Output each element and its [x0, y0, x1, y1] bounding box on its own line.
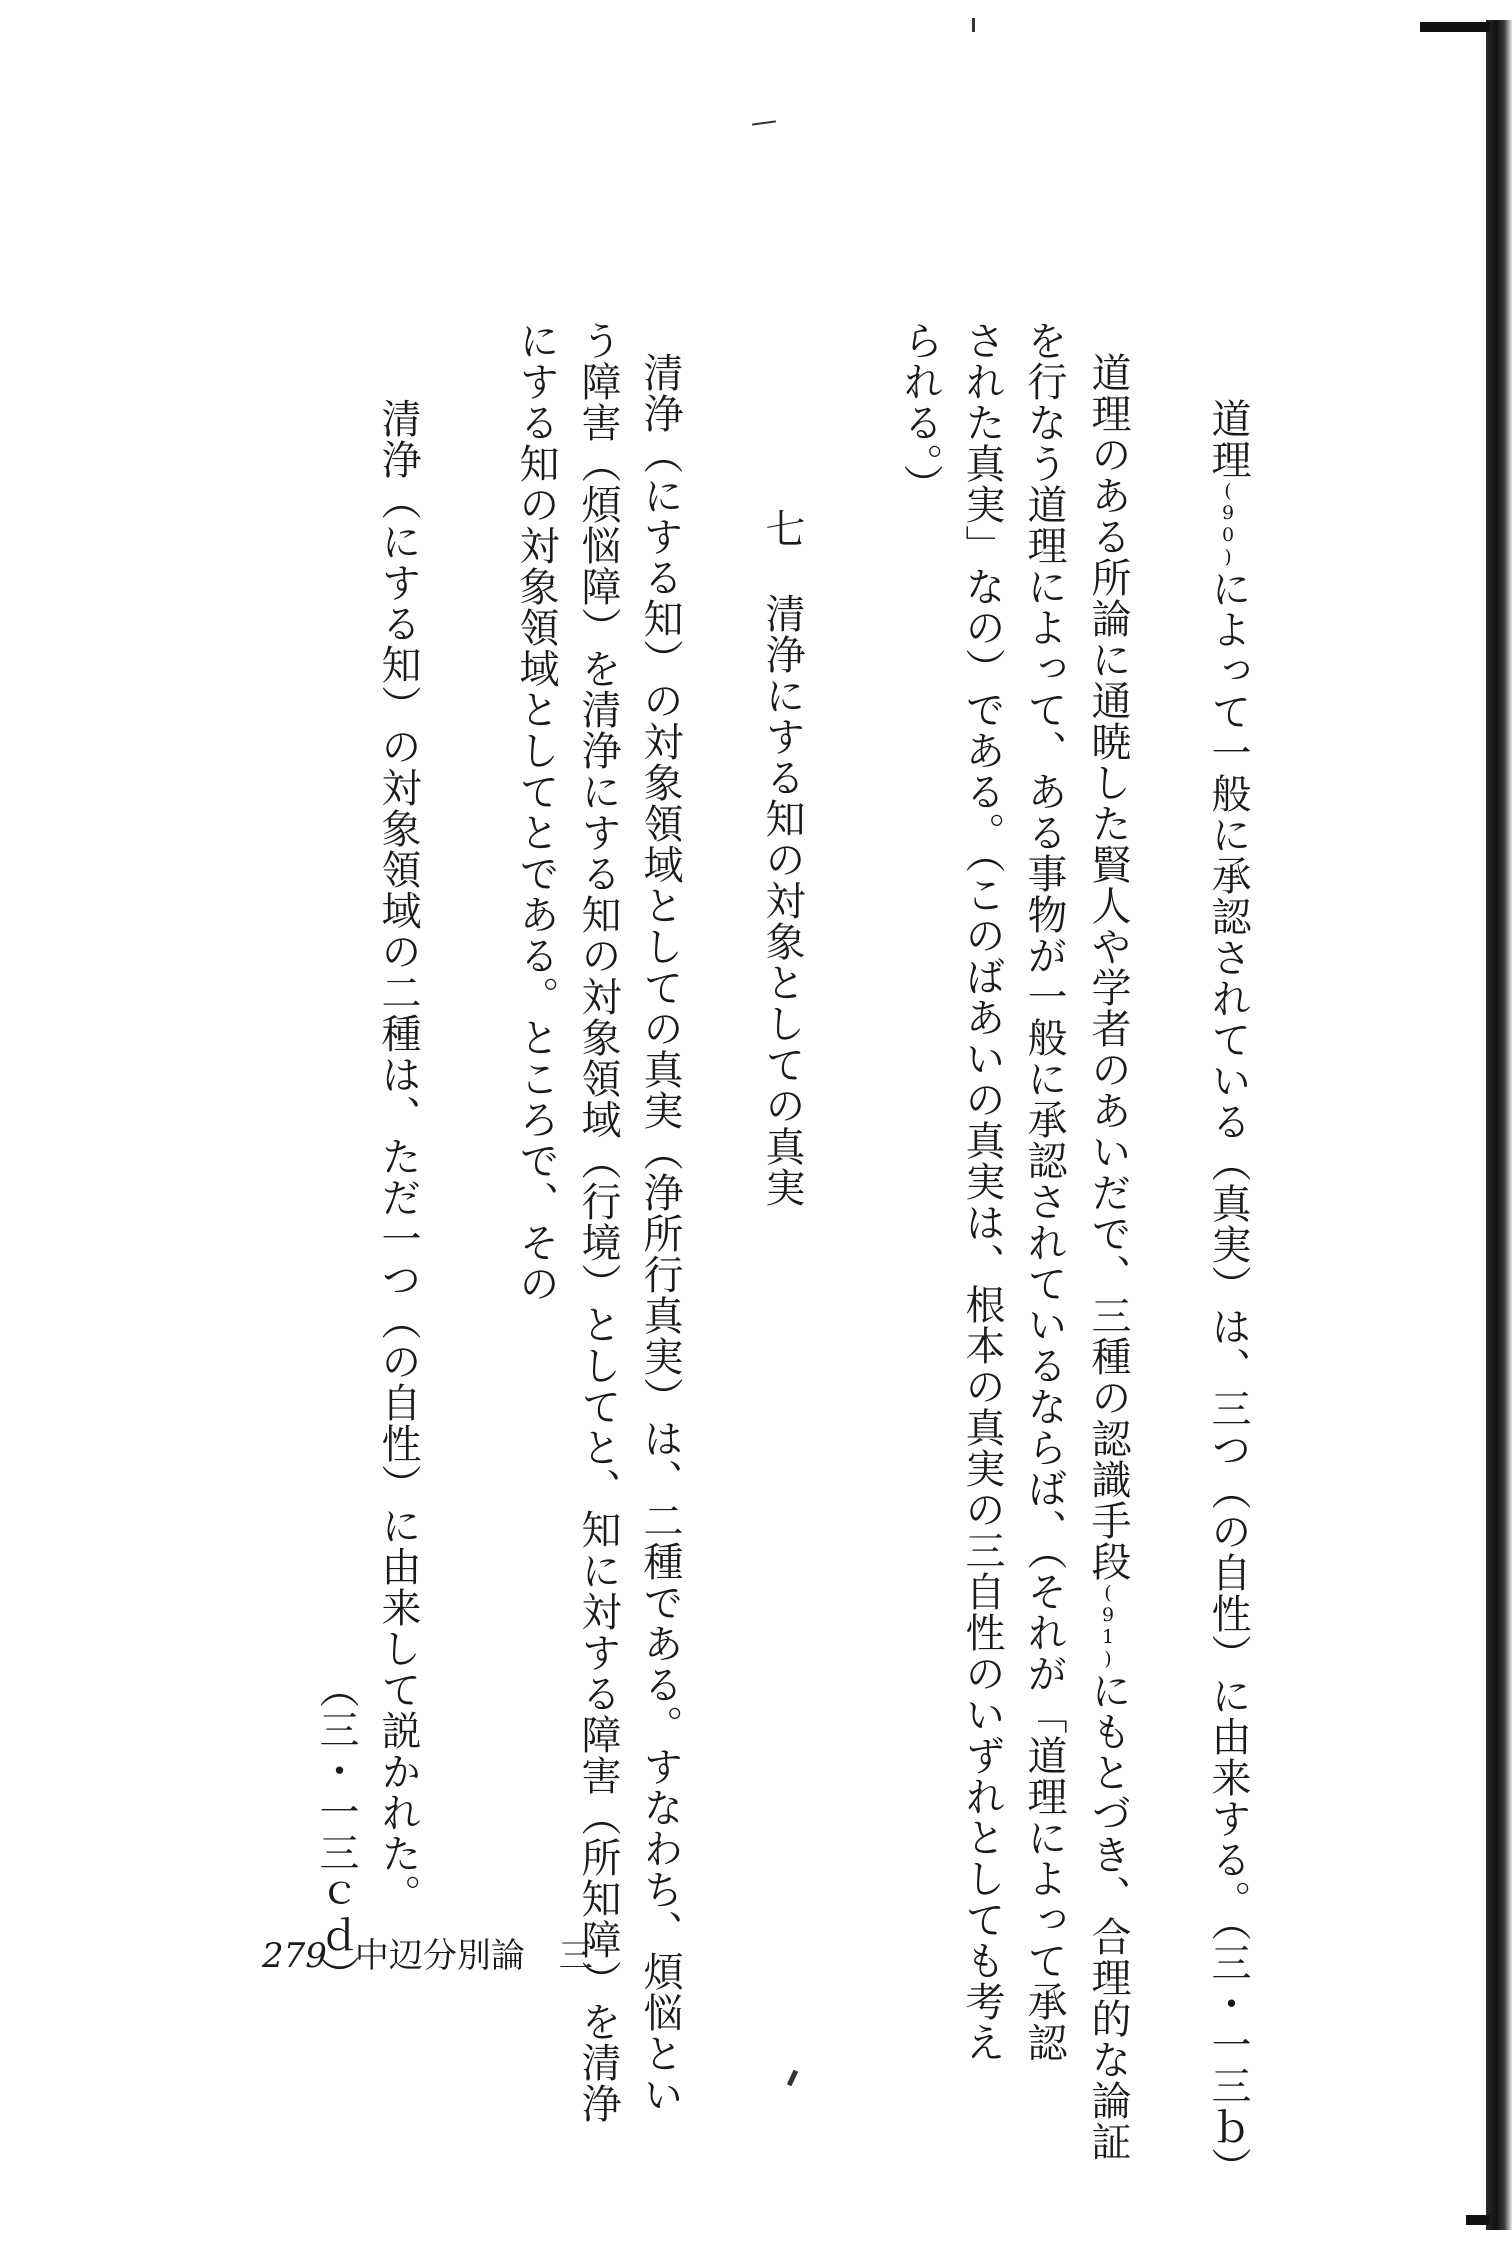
section-number: 七: [759, 508, 805, 549]
footnote-marker-91: (91): [1097, 1582, 1119, 1670]
scan-edge-mark-bottom: [1466, 2215, 1490, 2225]
scan-binding-edge: [1486, 20, 1512, 2230]
scan-edge-mark-top: [1420, 22, 1490, 32]
scan-speck: [752, 120, 776, 125]
text-line-5: [897, 320, 943, 505]
running-title: 中辺分別論 三: [354, 1936, 593, 1976]
text-line-5-text: られる。）: [897, 320, 943, 505]
text-line-8: [513, 320, 559, 1304]
text-line-6-text: 清浄（にする知）の対象領域としての真実（浄所行真実）は、二種である。すなわち、煩悩とい: [637, 352, 683, 2115]
text-line-9-text: 清浄（にする知）の対象領域の二種は、ただ一つ（の自性）に由来して説かれた。: [375, 398, 421, 1915]
text-line-1-rest: によって一般に承認されている（真実）は、三つ（の自性）に由来する。（三・一三ｂ）: [1205, 568, 1251, 2188]
citation-text: （三・一三ｃｄ）: [313, 1668, 359, 1996]
text-line-9: [375, 398, 421, 1915]
section-title: 清浄にする知の対象としての真実: [759, 593, 805, 1208]
text-line-1: [1205, 398, 1251, 2188]
section-heading: [759, 508, 805, 1208]
text-line-1-main: 道理: [1205, 398, 1251, 480]
text-line-3: [1021, 320, 1067, 2063]
page-footer: [262, 1928, 593, 1977]
scan-speck: [972, 18, 975, 32]
text-line-2-rest: にもとづき、合理的な論証: [1085, 1670, 1131, 2162]
text-line-6: [637, 352, 683, 2115]
text-line-7: [575, 320, 621, 2124]
text-line-3-text: を行なう道理によって、ある事物が一般に承認されているならば、（それが「道理によって承認: [1021, 320, 1067, 2063]
text-line-2-main: 道理のある所論に通暁した賢人や学者のあいだで、三種の認識手段: [1085, 352, 1131, 1582]
scan-speck: [787, 2070, 798, 2087]
text-line-4: [959, 320, 1005, 2063]
footnote-marker-90: (90): [1217, 480, 1239, 568]
text-line-2: [1085, 352, 1131, 2162]
text-line-8-text: にする知の対象領域としてとである。ところで、その: [513, 320, 559, 1304]
text-line-4-text: された真実」なの）である。（このばあいの真実は、根本の真実の三自性のいずれとしても考え: [959, 320, 1005, 2063]
text-line-7-text: う障害（煩悩障）を清浄にする知の対象領域（行境）としてと、知に対する障害（所知障）を清浄: [575, 320, 621, 2124]
page-number: 279: [262, 1936, 327, 1976]
